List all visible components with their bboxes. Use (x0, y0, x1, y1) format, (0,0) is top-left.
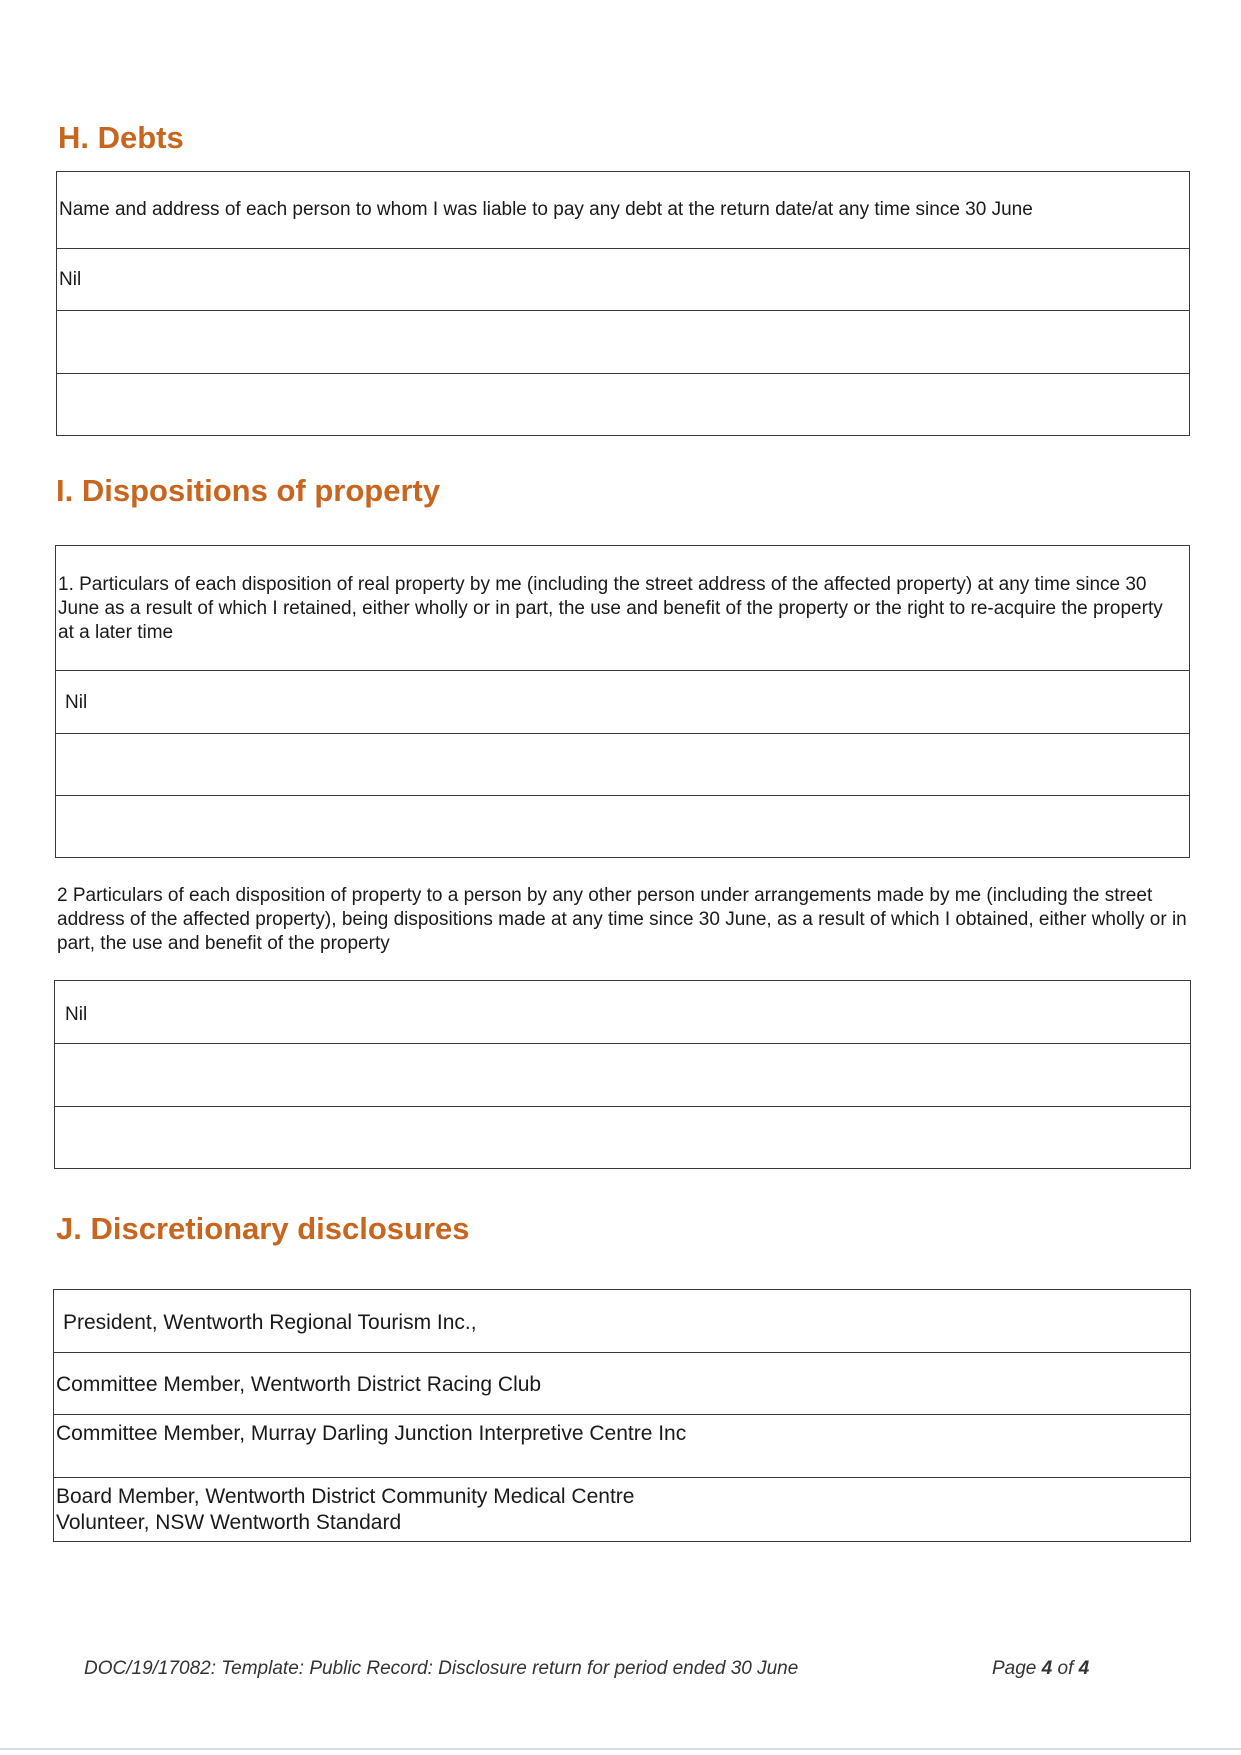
section-h-title: H. Debts (58, 120, 184, 155)
section-i-title: I. Dispositions of property (56, 473, 441, 508)
dispositions-row-divider (55, 1106, 1190, 1107)
dispositions-row-divider (55, 1043, 1190, 1044)
debts-question: Name and address of each person to whom I was liable to pay any debt at the return date/at any time since 30 June (59, 199, 1033, 220)
debts-table (56, 171, 1190, 436)
disclosures-row-divider (54, 1414, 1190, 1415)
disclosures-row-divider (54, 1477, 1190, 1478)
disclosure-item: Committee Member, Murray Darling Junction Interpretive Centre Inc (56, 1422, 687, 1445)
debts-answer-1: Nil (59, 269, 82, 290)
disclosure-item: Volunteer, NSW Wentworth Standard (56, 1511, 402, 1534)
dispositions-row-divider (56, 733, 1189, 734)
dispositions-table-1 (55, 545, 1190, 858)
disclosure-item: Board Member, Wentworth District Community Medical Centre (56, 1485, 635, 1508)
footer-doc-reference: DOC/19/17082: Template: Public Record: Disclosure return for period ended 30 June (84, 1658, 799, 1679)
page-bottom-rule (0, 1748, 1241, 1750)
dispositions-table-2 (54, 980, 1191, 1169)
dispositions-row-divider (56, 795, 1189, 796)
dispositions-q2-answer-1: Nil (65, 1004, 88, 1025)
footer-page-number (992, 1658, 1089, 1680)
disclosures-row-divider (54, 1352, 1190, 1353)
disclosures-table (53, 1289, 1191, 1542)
debts-row-divider (57, 310, 1189, 311)
section-j-title: J. Discretionary disclosures (56, 1211, 470, 1246)
dispositions-q1: 1. Particulars of each disposition of real property by me (including the street address of the affected property) at any time since 30 June as a result of which I retained, either wholly or in part, the use and benefit of the property or the right to re-acquire the property at a later time (58, 574, 1163, 643)
dispositions-row-divider (56, 670, 1189, 671)
disclosure-item: President, Wentworth Regional Tourism Inc., (63, 1311, 477, 1334)
footer-page-prefix: Page (992, 1658, 1042, 1679)
disclosure-item: Committee Member, Wentworth District Racing Club (56, 1373, 542, 1396)
footer-page-of: of (1052, 1658, 1079, 1679)
footer-page-current: 4 (1041, 1658, 1053, 1679)
footer-page-total: 4 (1078, 1658, 1090, 1679)
dispositions-q1-answer-1: Nil (65, 692, 88, 713)
debts-row-divider (57, 248, 1189, 249)
dispositions-q2: 2 Particulars of each disposition of property to a person by any other person under arrangements made by me (including the street address of the affected property), being dispositions made at any time since 30 June, as a result of which I obtained, either wholly or in part, the use and benefit of the property (57, 885, 1187, 954)
debts-row-divider (57, 373, 1189, 374)
